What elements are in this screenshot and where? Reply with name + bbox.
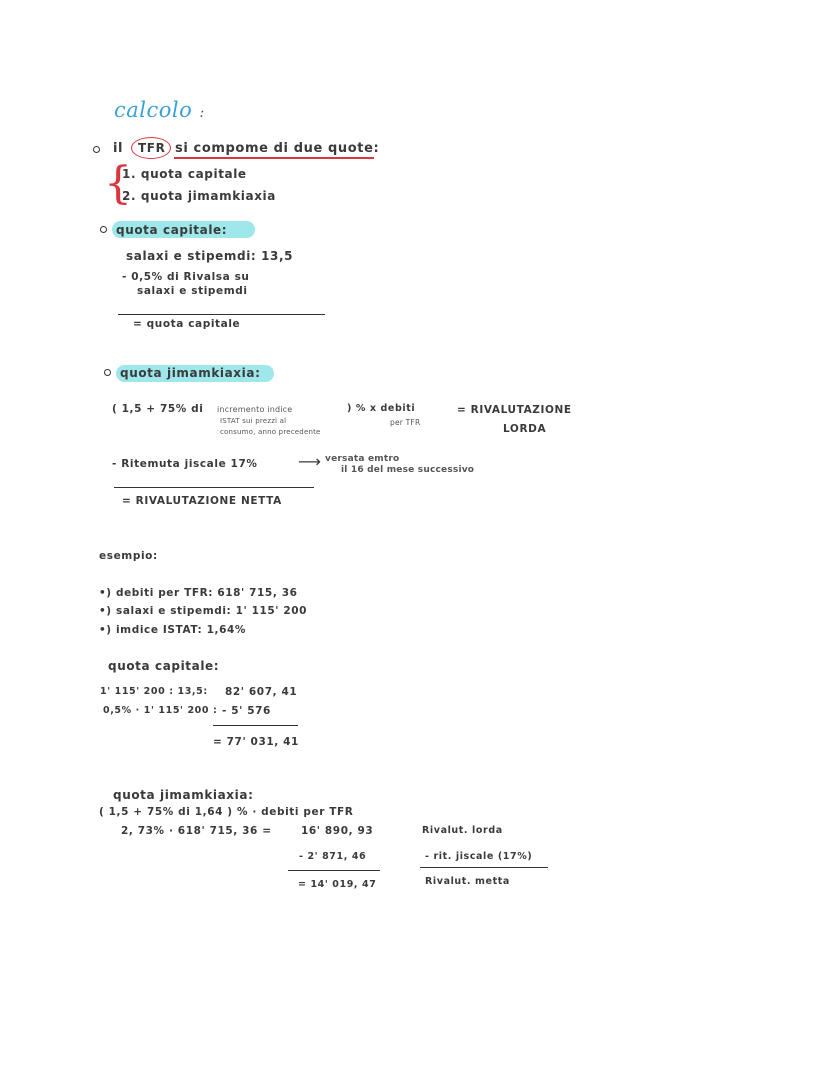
rivalutazione-lorda: LORDA [503, 423, 547, 435]
calc-capitale-r2-left: 0,5% · 1' 115' 200 : [103, 705, 218, 716]
calc-fin-val2: - 2' 871, 46 [299, 851, 367, 862]
per-tfr: per TFR [390, 418, 421, 427]
intro-prefix: il [113, 141, 124, 156]
title-text: calcolo [114, 98, 193, 122]
calc-fin-formula: ( 1,5 + 75% di 1,64 ) % · debiti per TFR [99, 806, 354, 818]
capitale-result: = quota capitale [133, 318, 241, 330]
capitale-line1: salaxi e stipemdi: 13,5 [126, 249, 294, 263]
esempio-bullet-1: •) debiti per TFR: 618' 715, 36 [99, 587, 298, 599]
calc-fin-val3: = 14' 019, 47 [298, 879, 377, 890]
bullet-icon [100, 226, 107, 233]
capitale-line2b: salaxi e stipemdi [137, 285, 248, 297]
bullet-icon [104, 369, 111, 376]
finanziaria-divider [114, 487, 314, 488]
ritenuta-line: - Ritemuta jiscale 17% [112, 458, 258, 470]
calc-fin-heading: quota jimamkiaxia: [113, 788, 254, 802]
intro-rest: si compome di due quote: [175, 141, 380, 156]
calc-fin-lbl2: - rit. jiscale (17%) [425, 851, 533, 862]
arrow-right-icon: ⟶ [298, 452, 322, 471]
capitale-heading: quota capitale: [116, 223, 228, 237]
finanziaria-heading: quota jimamkiaxia: [120, 366, 261, 380]
brace-icon: { [104, 158, 132, 209]
esempio-bullet-2: •) salaxi e stipemdi: 1' 115' 200 [99, 605, 308, 617]
calc-capitale-divider [213, 725, 298, 726]
versata-line1: versata emtro [325, 454, 400, 464]
intro-underline [174, 157, 374, 159]
incremento-line2: ISTAT sui prezzi al [220, 417, 287, 425]
formula-start: ( 1,5 + 75% di [112, 403, 204, 415]
rivalutazione-eq: = RIVALUTAZIONE [457, 404, 572, 416]
bullet-icon [93, 146, 100, 153]
capitale-divider [118, 314, 325, 315]
rivalutazione-netta: = RIVALUTAZIONE NETTA [122, 495, 282, 507]
intro-tfr: TFR [138, 141, 166, 155]
calc-capitale-heading: quota capitale: [108, 659, 220, 673]
incremento-line1: incremento indice [217, 405, 293, 414]
calc-fin-divider-right [420, 867, 548, 868]
incremento-line3: consumo, anno precedente [220, 428, 321, 436]
calc-fin-val1: 16' 890, 93 [301, 825, 374, 837]
title-colon: : [199, 105, 205, 121]
versata-line2: il 16 del mese successivo [341, 465, 475, 475]
pct-close: ) % x debiti [347, 403, 416, 414]
page-title [114, 98, 205, 122]
calc-fin-lbl3: Rivalut. metta [425, 876, 510, 887]
intro-item-2: 2. quota jimamkiaxia [122, 189, 276, 203]
esempio-label: esempio: [99, 550, 158, 562]
calc-capitale-r1-left: 1' 115' 200 : 13,5: [100, 686, 208, 697]
capitale-line2a: - 0,5% di Rivalsa su [122, 271, 250, 283]
calc-capitale-result: = 77' 031, 41 [213, 736, 299, 748]
intro-item-1: 1. quota capitale [122, 167, 247, 181]
calc-fin-divider-left [288, 870, 380, 871]
esempio-bullet-3: •) imdice ISTAT: 1,64% [99, 624, 247, 636]
calc-capitale-r1-right: 82' 607, 41 [225, 686, 298, 698]
calc-fin-row1: 2, 73% · 618' 715, 36 = [121, 825, 272, 837]
calc-capitale-r2-right: - 5' 576 [222, 705, 271, 717]
calc-fin-lbl1: Rivalut. lorda [422, 825, 503, 836]
